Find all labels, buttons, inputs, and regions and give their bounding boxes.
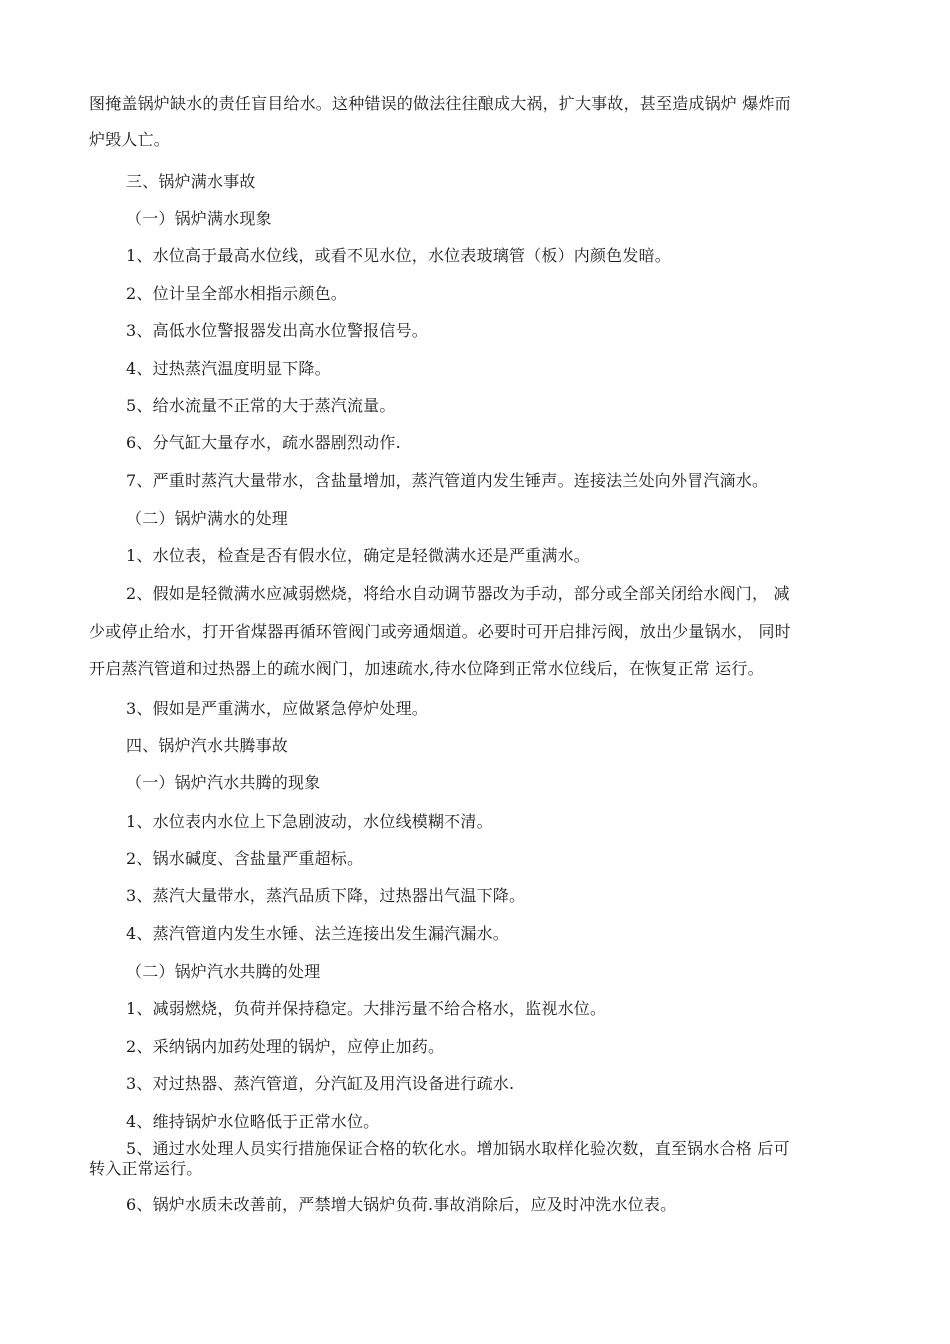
list-item: 1、水位表内水位上下急剧波动，水位线模糊不清。 [126, 812, 493, 831]
list-item: 2、采纳锅内加药处理的锅炉，应停止加药。 [126, 1037, 445, 1056]
list-item: 7、严重时蒸汽大量带水，含盐量增加，蒸汽管道内发生锤声。连接法兰处向外冒汽滴水。 [126, 471, 769, 490]
paragraph-line: 图掩盖锅炉缺水的责任盲目给水。这种错误的做法往往酿成大祸，扩大事故，甚至造成锅炉 爆炸而 [89, 94, 791, 113]
list-item: 2、锅水碱度、含盐量严重超标。 [126, 849, 364, 868]
subsection-heading: （一）锅炉满水现象 [126, 209, 272, 228]
list-item: 4、过热蒸汽温度明显下降。 [126, 359, 331, 378]
section-heading: 四、锅炉汽水共腾事故 [126, 736, 289, 755]
section-heading: 三、锅炉满水事故 [126, 172, 256, 191]
list-item: 2、位计呈全部水相指示颜色。 [126, 284, 347, 303]
subsection-heading: （二）锅炉满水的处理 [126, 509, 289, 528]
list-item: 4、蒸汽管道内发生水锤、法兰连接出发生漏汽漏水。 [126, 924, 509, 943]
list-item: 6、分气缸大量存水，疏水器剧烈动作. [126, 433, 401, 452]
list-item: 3、假如是严重满水，应做紧急停炉处理。 [126, 699, 428, 718]
list-item: 5、给水流量不正常的大于蒸汽流量。 [126, 396, 396, 415]
list-item: 3、对过热器、蒸汽管道，分汽缸及用汽设备进行疏水. [126, 1074, 515, 1093]
list-item: 5、通过水处理人员实行措施保证合格的软化水。增加锅水取样化验次数，直至锅水合格 后可 [126, 1139, 790, 1158]
subsection-heading: （二）锅炉汽水共腾的处理 [126, 962, 321, 981]
list-item: 2、假如是轻微满水应减弱燃烧，将给水自动调节器改为手动，部分或全部关闭给水阀门， 减 [126, 584, 790, 603]
list-item: 1、水位高于最高水位线，或看不见水位，水位表玻璃管（板）内颜色发暗。 [126, 246, 671, 265]
list-item: 6、锅炉水质未改善前，严禁增大锅炉负荷.事故消除后，应及时冲洗水位表。 [126, 1195, 677, 1214]
list-item: 3、蒸汽大量带水，蒸汽品质下降，过热器出气温下降。 [126, 886, 526, 905]
list-item-continuation: 转入正常运行。 [89, 1159, 203, 1178]
paragraph-line: 炉毁人亡。 [89, 130, 171, 149]
list-item: 1、减弱燃烧，负荷并保持稳定。大排污量不给合格水，监视水位。 [126, 999, 607, 1018]
list-item: 3、高低水位警报器发出高水位警报信号。 [126, 321, 428, 340]
list-item-continuation: 开启蒸汽管道和过热器上的疏水阀门，加速疏水,待水位降到正常水位线后，在恢复正常 运行。 [89, 659, 764, 678]
list-item: 4、维持锅炉水位略低于正常水位。 [126, 1112, 380, 1131]
list-item: 1、水位表，检查是否有假水位，确定是轻微满水还是严重满水。 [126, 546, 590, 565]
subsection-heading: （一）锅炉汽水共腾的现象 [126, 773, 321, 792]
list-item-continuation: 少或停止给水，打开省煤器再循环管阀门或旁通烟道。必要时可开启排污阀，放出少量锅水， 同时 [89, 622, 791, 641]
